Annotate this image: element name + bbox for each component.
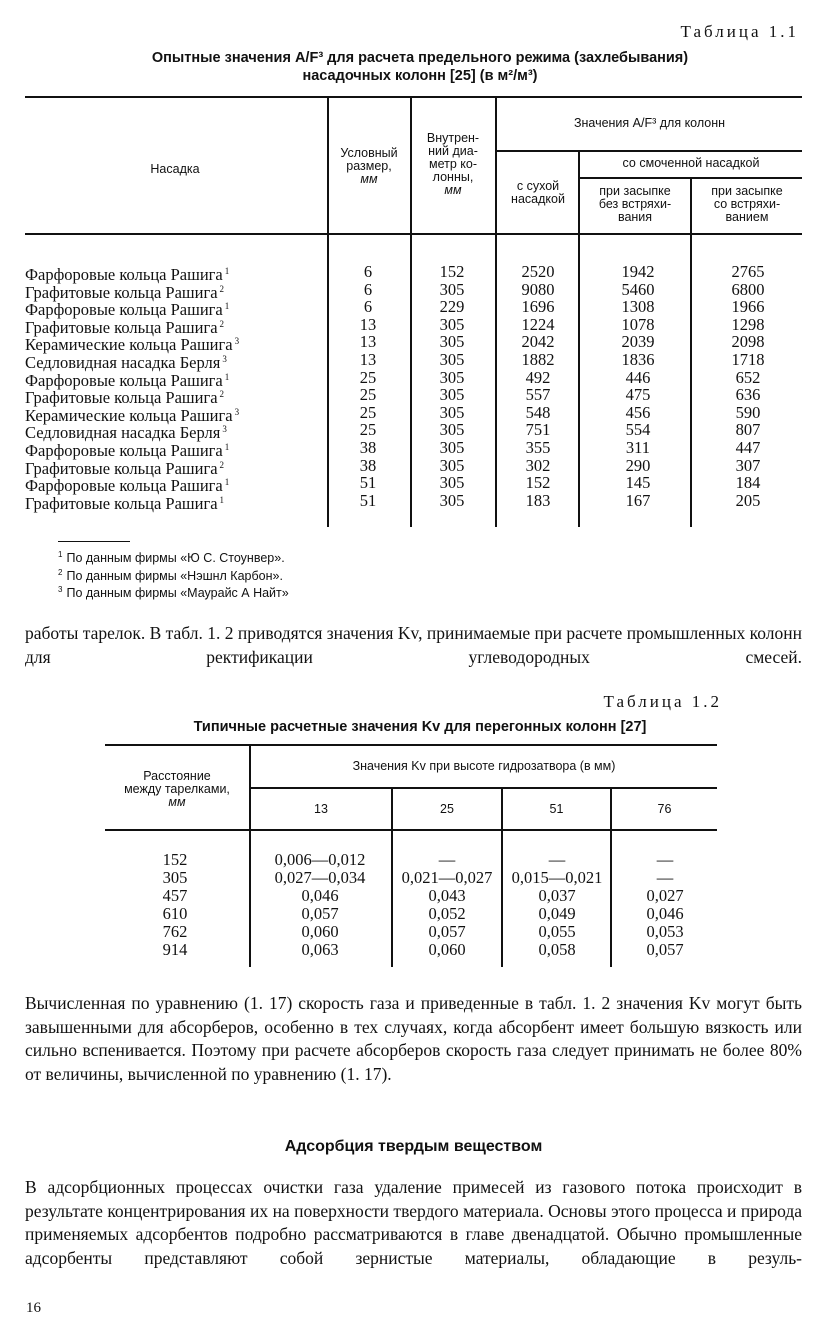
table2-cell-h51: 0,015—0,021 [511,868,603,887]
table1-header-diameter-line: мм [444,183,462,197]
footnote-mark: 1 [224,301,230,312]
table1-packing-name: Графитовые кольца Рашига [25,493,218,513]
table1-cell-shake: 1966 [731,297,765,317]
table2-cell-distance: 457 [162,886,188,905]
table1-header-diameter-line: лонны, [432,170,474,184]
table2-row [105,869,717,887]
table1-header-no-shake-line: без встряхи- [598,197,672,211]
table2-header-distance-line: мм [168,795,186,809]
table1-cell-no-shake: 1078 [621,314,655,334]
table1-cell-dry: 1882 [521,349,555,369]
table1-cell-no-shake: 475 [625,385,651,405]
table1-cell-diameter: 152 [439,262,465,281]
footnote-mark: 3 [222,424,227,435]
table2-cell-h76: 0,027 [646,886,684,905]
footnote [58,548,289,566]
footnote-number: 2 [58,567,63,577]
table1-row [25,367,805,390]
table1-row [25,402,805,425]
table1-header-no-shake [580,185,690,224]
table1-cell-dry: 751 [525,420,551,440]
table1-header-diameter-line: ний диа- [428,144,478,158]
footnote-number: 1 [58,550,63,559]
table1-cell-size: 25 [359,385,377,405]
footnote-rule [58,541,130,542]
table2-cell-h51: 0,037 [538,886,576,905]
table1-cell-no-shake: 1942 [621,262,655,281]
table1-header-shake [692,185,802,224]
table1-packing-name: Керамические кольца Рашига [25,335,233,355]
table2-cell-distance: 610 [162,904,188,923]
table1-cell-size: 13 [359,332,377,352]
table2-cell-h76: 0,057 [646,940,684,959]
footnote-mark: 1 [224,477,230,488]
table2-row [105,887,717,905]
table1-header-size-line: мм [360,172,378,186]
table1-packing-name: Фарфоровые кольца Рашига [25,370,223,390]
footnote-mark: 3 [234,336,240,347]
table1-packing-name: Графитовые кольца Рашига [25,388,218,408]
table2-cell-h25: 0,021—0,027 [401,868,493,887]
table1-row [25,332,805,355]
table1-row [25,473,805,496]
footnote-mark: 2 [219,283,225,294]
table1-cell-shake: 184 [735,473,761,493]
table1-packing-name: Керамические кольца Рашига [25,405,233,425]
paragraph-1: работы тарелок. В табл. 1. 2 приводятся значения Kv, принимаемые при расчете промышленных колонн для ректификации углеводородных смесей. [25,623,802,667]
table2-cell-h25: 0,060 [428,940,466,959]
table1-cell-diameter: 305 [439,349,465,369]
footnote-mark: 3 [222,353,227,364]
table1-cell-diameter: 305 [439,455,465,475]
table1-header-diameter-line: метр ко- [428,157,477,171]
table2-cell-distance: 152 [162,850,188,869]
table1-header-dry-line: с сухой [516,179,560,193]
table1-row [25,420,805,443]
table1-cell-diameter: 305 [439,314,465,334]
table1-cell-diameter: 305 [439,437,465,457]
table1-cell-shake: 205 [735,490,761,510]
table1-cell-dry: 183 [525,490,551,510]
footnote-text: По данным фирмы «Нэшнл Карбон». [66,568,283,583]
table1-row [25,349,805,372]
footnote-mark: 2 [219,318,225,329]
table2-row [105,941,717,959]
table1-row [25,279,805,302]
table2-header-group: Значения Kv при высоте гидрозатвора (в мм) [352,759,616,773]
table1-cell-shake: 447 [735,437,761,457]
table1-group-rule [497,150,802,152]
table1-header-size [328,147,410,186]
footnote-mark: 1 [224,266,230,276]
table1-cell-shake: 1298 [731,314,765,334]
footnote-text: По данным фирмы «Маурайс А Найт» [66,586,289,601]
table1-cell-dry: 548 [525,402,551,422]
table1-cell-diameter: 305 [439,367,465,387]
footnote-mark: 2 [219,389,225,400]
table1-cell-no-shake: 290 [625,455,651,475]
table1-header-no-shake-line: вания [617,210,653,224]
table1-cell-size: 13 [359,314,377,334]
table2-header-rule [105,829,717,831]
table2-header-h25: 25 [440,802,454,816]
table2-caption: Типичные расчетные значения Kv для перегонных колонн [27] [193,719,647,735]
table1-cell-diameter: 229 [439,297,465,317]
table1-packing-name: Фарфоровые кольца Рашига [25,300,223,320]
paragraph-3: В адсорбционных процессах очистки газа удаление примесей из газового потока происходит в результате концентрирования их на поверхности твердого материала. Основы этого процесса и природа применяемых адсорбентов подробно рассматриваются в главе двенадцатой. Обычно промышленные адсорбенты представляют собой зернистые материалы, обладающие в резуль- [25,1177,802,1268]
table1-row [25,455,805,478]
table1-caption [40,49,800,85]
table2-label: Таблица 1.2 [603,692,722,711]
table1-cell-size: 51 [359,490,377,510]
table1-cell-dry: 492 [525,367,551,387]
table2-cell-h13: 0,060 [301,922,339,941]
table1-cell-shake: 807 [735,420,761,440]
table1-cell-size: 6 [363,279,373,299]
table2-top-rule [105,744,717,746]
table1-header-dry [497,180,579,206]
table1-packing-name: Седловидная насадка Берля [25,423,221,443]
table2-cell-h76: 0,053 [646,922,684,941]
paragraph-2: Вычисленная по уравнению (1. 17) скорость газа и приведенные в табл. 1. 2 значения Kv могут быть завышенными для абсорберов, особенно в тех случаях, когда абсорбент имеет большую вязкость или сильно вспенивается. Поэтому при расчете абсорберов скорость газа следует принимать не более 80% от величины, вычисленной по уравнению (1. 17). [25,993,802,1084]
table1-cell-dry: 557 [525,385,551,405]
table1-cell-size: 6 [363,297,373,317]
table1-row [25,314,805,337]
table1-caption-line1: Опытные значения A/F³ для расчета предельного режима (захлебывания) [151,50,689,66]
table1-cell-shake: 2098 [731,332,765,352]
table1-row [25,262,805,284]
table1-cell-no-shake: 5460 [621,279,655,299]
table1-packing-name: Фарфоровые кольца Рашига [25,265,223,284]
footnote-mark: 1 [219,494,225,505]
table2-body [105,851,717,959]
table1-cell-dry: 302 [525,455,551,475]
table1-cell-size: 51 [359,473,377,493]
footnote-mark: 2 [219,459,225,470]
footnote-text: По данным фирмы «Ю С. Стоунвер». [66,551,285,566]
table2-cell-h76: 0,046 [646,904,684,923]
table1-cell-shake: 590 [735,402,761,422]
table1-cell-size: 38 [359,455,377,475]
table1-cell-no-shake: 456 [625,402,651,422]
table1-cell-diameter: 305 [439,402,465,422]
table1-packing-name: Графитовые кольца Рашига [25,317,218,337]
table1-header-packing: Насадка [150,162,200,176]
table2-cell-h13: 0,006—0,012 [274,850,366,869]
table2-cell-h51: 0,049 [538,904,576,923]
table2-cell-h25: 0,043 [428,886,466,905]
table1-packing-name: Седловидная насадка Берля [25,352,221,372]
table1-row [25,385,805,408]
table1-header-diameter-line: Внутрен- [426,131,480,145]
table1-header-no-shake-line: при засыпке [599,184,671,198]
table1-cell-diameter: 305 [439,332,465,352]
table1-cell-size: 25 [359,420,377,440]
table1-cell-no-shake: 1836 [621,349,655,369]
footnote [58,583,289,601]
table2-cell-h51: — [548,850,566,869]
table1-cell-no-shake: 2039 [621,332,655,352]
table1-cell-size: 13 [359,349,377,369]
table1-cell-dry: 2520 [521,262,555,281]
table1-body [25,262,805,513]
table2-cell-h25: — [438,850,456,869]
table1-header-size-line: размер, [346,159,392,173]
table1-top-rule [25,96,802,98]
table1-header-rule [25,233,802,235]
table1-cell-diameter: 305 [439,490,465,510]
table2-cell-distance: 914 [162,940,188,959]
table1-packing-name: Графитовые кольца Рашига [25,282,218,302]
table2-row [105,851,717,869]
table1-packing-name: Фарфоровые кольца Рашига [25,440,223,460]
footnote-mark: 1 [224,441,230,452]
table1-cell-dry: 1224 [521,314,555,334]
table2-header-h51: 51 [549,802,564,816]
table2-header-distance [105,770,249,809]
table1-cell-shake: 2765 [731,262,765,281]
table1-cell-shake: 636 [735,385,761,405]
table1-header-dry-line: насадкой [511,192,565,206]
table1-cell-size: 25 [359,367,377,387]
table1-row [25,437,805,460]
table1-cell-shake: 307 [735,455,761,475]
table1-row [25,490,805,513]
footnote-mark: 1 [224,371,230,382]
table1-header-shake-line: ванием [725,210,769,224]
table1-cell-dry: 152 [525,473,551,493]
table1-cell-shake: 652 [735,367,761,387]
page-number: 16 [26,1300,41,1316]
footnote-mark: 3 [234,406,240,417]
table1-cell-no-shake: 1308 [621,297,655,317]
table1-cell-packing [25,492,224,513]
table1-cell-no-shake: 145 [625,473,651,493]
table2-cell-h13: 0,057 [301,904,339,923]
table2-cell-h13: 0,027—0,034 [274,868,366,887]
table1-cell-dry: 1696 [521,297,555,317]
table1-header-size-line: Условный [340,146,398,160]
section-title: Адсорбция твердым веществом [284,1138,543,1155]
table1-cell-dry: 9080 [521,279,555,299]
table1-header-values-group: Значения A/F³ для колонн [573,116,726,130]
table1-label: Таблица 1.1 [680,22,799,41]
table2-cell-h13: 0,063 [301,940,339,959]
table2-cell-distance: 762 [162,922,188,941]
table1-cell-shake: 1718 [731,349,765,369]
table1-cell-dry: 2042 [521,332,555,352]
table1-footnotes [58,548,289,601]
table2-cell-h51: 0,058 [538,940,576,959]
table1-caption-line2: насадочных колонн [25] (в м²/м³) [302,68,538,84]
table1-cell-diameter: 305 [439,473,465,493]
table2-header-distance-line: Расстояние [143,769,211,783]
table1-header-diameter [412,132,494,197]
table2-cell-distance: 305 [162,868,188,887]
table1-cell-diameter: 305 [439,385,465,405]
table2-header-h76: 76 [657,802,672,816]
footnote [58,566,289,584]
table1-header-wetted-group: со смоченной насадкой [622,156,760,170]
table1-packing-name: Графитовые кольца Рашига [25,458,218,478]
table2-cell-h25: 0,052 [428,904,466,923]
footnote-number: 3 [58,585,63,595]
table1-header-shake-line: со встряхи- [713,197,781,211]
table1-row [25,297,805,320]
table1-cell-diameter: 305 [439,279,465,299]
table1-cell-no-shake: 311 [625,437,651,457]
table1-cell-diameter: 305 [439,420,465,440]
table2-cell-h13: 0,046 [301,886,339,905]
table1-cell-dry: 355 [525,437,551,457]
table2-header-h13: 13 [314,802,328,816]
table1-cell-no-shake: 554 [625,420,651,440]
table2-cell-h76: — [656,868,674,887]
table2-row [105,905,717,923]
table2-cell-h76: — [656,850,674,869]
table1-cell-shake: 6800 [731,279,765,299]
table1-header-shake-line: при засыпке [711,184,783,198]
table1-packing-name: Фарфоровые кольца Рашига [25,476,223,496]
table1-cell-no-shake: 167 [625,490,651,510]
table1-cell-size: 38 [359,437,377,457]
table1-cell-size: 6 [363,262,373,281]
table2-cell-h51: 0,055 [538,922,576,941]
table1-cell-no-shake: 446 [625,367,651,387]
table2-header-distance-line: между тарелками, [124,782,230,796]
table2-row [105,923,717,941]
table2-cell-h25: 0,057 [428,922,466,941]
table2-group-rule [251,787,717,789]
table1-cell-size: 25 [359,402,377,422]
